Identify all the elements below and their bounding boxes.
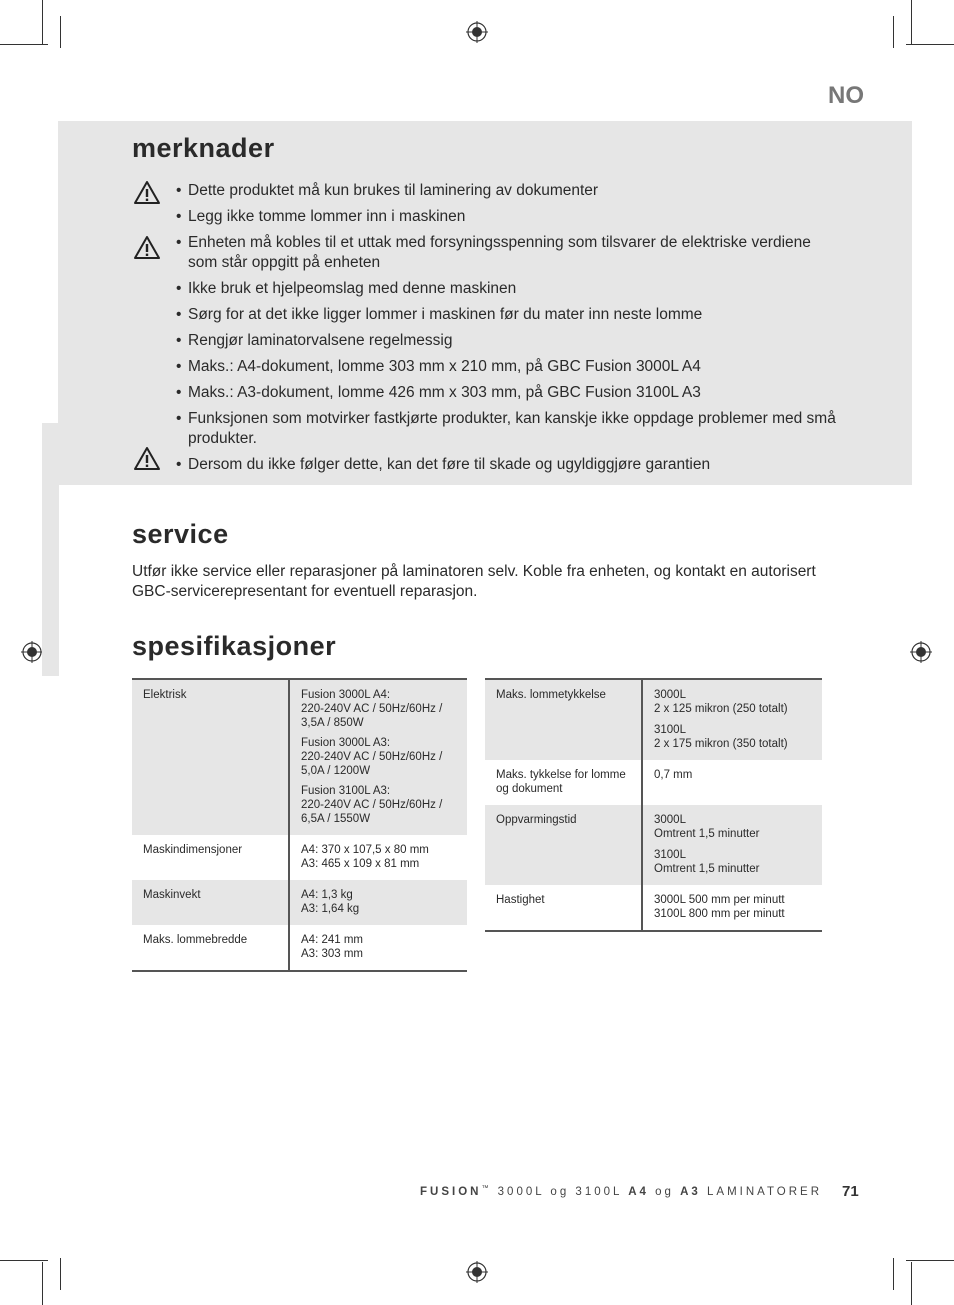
list-item: • Sørg for at det ikke ligger lommer i maskinen før du mater inn neste lomme xyxy=(176,305,836,325)
spec-value: A4: 241 mm A3: 303 mm xyxy=(289,925,467,971)
crop-mark xyxy=(42,1262,43,1305)
spec-label: Oppvarmingstid xyxy=(485,805,642,885)
list-item: • Rengjør laminatorvalsene regelmessig xyxy=(176,331,836,351)
spec-label: Maks. lommetykkelse xyxy=(485,679,642,760)
list-item: • Legg ikke tomme lommer inn i maskinen xyxy=(176,207,836,227)
registration-mark-icon xyxy=(21,641,43,663)
notes-list xyxy=(176,181,836,481)
page-number: 71 xyxy=(842,1183,859,1200)
crop-mark xyxy=(911,1262,912,1305)
table-row xyxy=(485,679,822,760)
warning-icon xyxy=(133,235,161,260)
list-item: • Maks.: A4-dokument, lomme 303 mm x 210 mm, på GBC Fusion 3000L A4 xyxy=(176,357,836,377)
spec-label: Hastighet xyxy=(485,885,642,931)
list-item: • Funksjonen som motvirker fastkjørte produkter, kan kanskje ikke oppdage problemer med små produkter. xyxy=(176,409,836,449)
spec-value: A4: 370 x 107,5 x 80 mm A3: 465 x 109 x 81 mm xyxy=(301,844,429,870)
spec-value: 3000L 500 mm per minutt 3100L 800 mm per minutt xyxy=(642,885,822,931)
warning-icon xyxy=(133,446,161,471)
spec-table-right xyxy=(485,678,822,932)
service-text: Utfør ikke service eller reparasjoner på laminatoren selv. Koble fra enheten, og kontakt en autorisert GBC-servicerepresentant for eventuell reparasjon. xyxy=(132,563,816,600)
registration-mark-icon xyxy=(466,1261,488,1283)
crop-mark xyxy=(0,1260,48,1261)
crop-mark xyxy=(0,44,48,45)
crop-mark xyxy=(911,0,912,44)
crop-mark xyxy=(893,16,894,48)
registration-mark-icon xyxy=(466,21,488,43)
registration-mark-icon xyxy=(910,641,932,663)
list-item: • Ikke bruk et hjelpeomslag med denne maskinen xyxy=(176,279,836,299)
service-heading: service xyxy=(132,519,229,549)
side-tab xyxy=(42,423,59,676)
spec-value: A4: 1,3 kg A3: 1,64 kg xyxy=(289,880,467,925)
spec-label: Maskinvekt xyxy=(132,880,289,925)
notes-heading: merknader xyxy=(132,133,275,163)
spec-value: 3000L Omtrent 1,5 minutter 3100L Omtrent 1,5 minutter xyxy=(642,805,822,885)
table-row xyxy=(132,835,467,880)
list-item: • Dersom du ikke følger dette, kan det føre til skade og ugyldiggjøre garantien xyxy=(176,455,836,475)
crop-mark xyxy=(42,0,43,44)
crop-mark xyxy=(906,1260,954,1261)
table-row xyxy=(485,885,822,931)
specs-heading: spesifikasjoner xyxy=(132,631,337,661)
crop-mark xyxy=(60,16,61,48)
list-item: • Enheten må kobles til et uttak med forsyningsspenning som tilsvarer de elektriske verdiene som står oppgitt på enheten xyxy=(176,233,836,273)
table-row xyxy=(132,925,467,971)
table-row xyxy=(132,679,467,835)
footer-product-line: FUSION™ 3000L og 3100L A4 og A3 LAMINATORER xyxy=(420,1185,823,1198)
table-row xyxy=(485,760,822,805)
table-row xyxy=(485,805,822,885)
language-tag: NO xyxy=(828,82,864,109)
spec-value: 3000L 2 x 125 mikron (250 totalt) 3100L 2 x 175 mikron (350 totalt) xyxy=(642,679,822,760)
list-item: • Maks.: A3-dokument, lomme 426 mm x 303 mm, på GBC Fusion 3100L A3 xyxy=(176,383,836,403)
spec-value: 0,7 mm xyxy=(654,769,693,781)
list-item: • Dette produktet må kun brukes til laminering av dokumenter xyxy=(176,181,836,201)
spec-label: Maks. tykkelse for lomme og dokument xyxy=(485,760,642,805)
crop-mark xyxy=(60,1258,61,1290)
crop-mark xyxy=(893,1258,894,1290)
crop-mark xyxy=(906,44,954,45)
spec-value: Fusion 3000L A4: 220-240V AC / 50Hz/60Hz / 3,5A / 850W Fusion 3000L A3: 220-240V AC / 50Hz/60Hz / 5,0A / 1200W Fusion 3100L A3: 220-240V AC / 50Hz/60Hz / 6,5A / 1550W xyxy=(289,679,467,835)
spec-label: Elektrisk xyxy=(132,679,289,835)
table-row xyxy=(132,880,467,925)
spec-label: Maks. lommebredde xyxy=(132,925,289,971)
spec-table-left xyxy=(132,678,467,972)
spec-label: Maskindimensjoner xyxy=(132,835,289,880)
warning-icon xyxy=(133,180,161,205)
